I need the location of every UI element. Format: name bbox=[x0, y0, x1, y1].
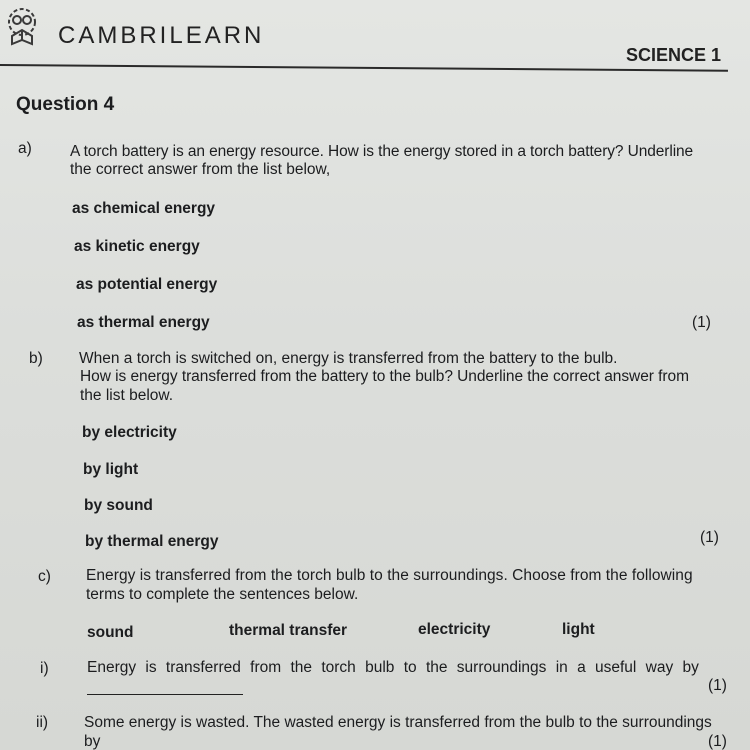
part-c-question-line-1: Energy is transferred from the torch bulb to the surroundings. Choose from the following bbox=[86, 567, 693, 584]
part-a-option[interactable]: as potential energy bbox=[76, 276, 218, 293]
part-c-i-marks: (1) bbox=[708, 677, 727, 694]
part-c-ii-question-line-1: Some energy is wasted. The wasted energy is transferred from the bulb to the surroundings bbox=[84, 714, 712, 731]
question-title: Question 4 bbox=[16, 94, 115, 115]
part-c-term: thermal transfer bbox=[229, 622, 348, 639]
part-c-term: sound bbox=[87, 624, 134, 641]
subject-label: SCIENCE 1 bbox=[626, 45, 722, 65]
part-b-question-line-1: When a torch is switched on, energy is transferred from the battery to the bulb. bbox=[79, 350, 618, 367]
part-c-label: c) bbox=[38, 568, 51, 585]
brand-name: CAMBRILEARN bbox=[58, 22, 265, 49]
part-b-option[interactable]: by electricity bbox=[82, 424, 177, 441]
part-a-option[interactable]: as kinetic energy bbox=[74, 238, 200, 255]
part-c-i-label: i) bbox=[40, 660, 49, 677]
part-c-question-line-2: terms to complete the sentences below. bbox=[86, 586, 359, 603]
part-c-ii-marks: (1) bbox=[708, 733, 727, 750]
part-a-option[interactable]: as thermal energy bbox=[77, 314, 210, 331]
part-a-marks: (1) bbox=[692, 314, 711, 331]
part-c-i-question: Energy is transferred from the torch bulb to the surroundings in a useful way by bbox=[87, 659, 699, 676]
part-c-term: light bbox=[562, 621, 595, 638]
part-c-term: electricity bbox=[418, 621, 491, 638]
part-a-option[interactable]: as chemical energy bbox=[72, 200, 216, 217]
part-a-label: a) bbox=[18, 140, 32, 157]
part-a-question-line-1: A torch battery is an energy resource. How is the energy stored in a torch battery? Underline bbox=[70, 143, 694, 160]
part-a-question-line-2: the correct answer from the list below, bbox=[70, 161, 331, 178]
part-b-question-line-3: the list below. bbox=[80, 387, 174, 404]
part-b-question-line-2: How is energy transferred from the battery to the bulb? Underline the correct answer from bbox=[80, 368, 689, 385]
part-b-marks: (1) bbox=[700, 529, 719, 546]
owl-logo-icon bbox=[4, 6, 40, 48]
part-c-i-answer-line[interactable] bbox=[87, 694, 243, 695]
part-b-option[interactable]: by thermal energy bbox=[85, 533, 219, 550]
part-c-ii-label: ii) bbox=[36, 714, 49, 731]
part-b-label: b) bbox=[29, 350, 43, 367]
part-b-option[interactable]: by sound bbox=[84, 497, 153, 514]
part-c-ii-question-line-2: by bbox=[84, 733, 101, 750]
header-divider bbox=[0, 64, 728, 72]
part-b-option[interactable]: by light bbox=[83, 461, 139, 478]
